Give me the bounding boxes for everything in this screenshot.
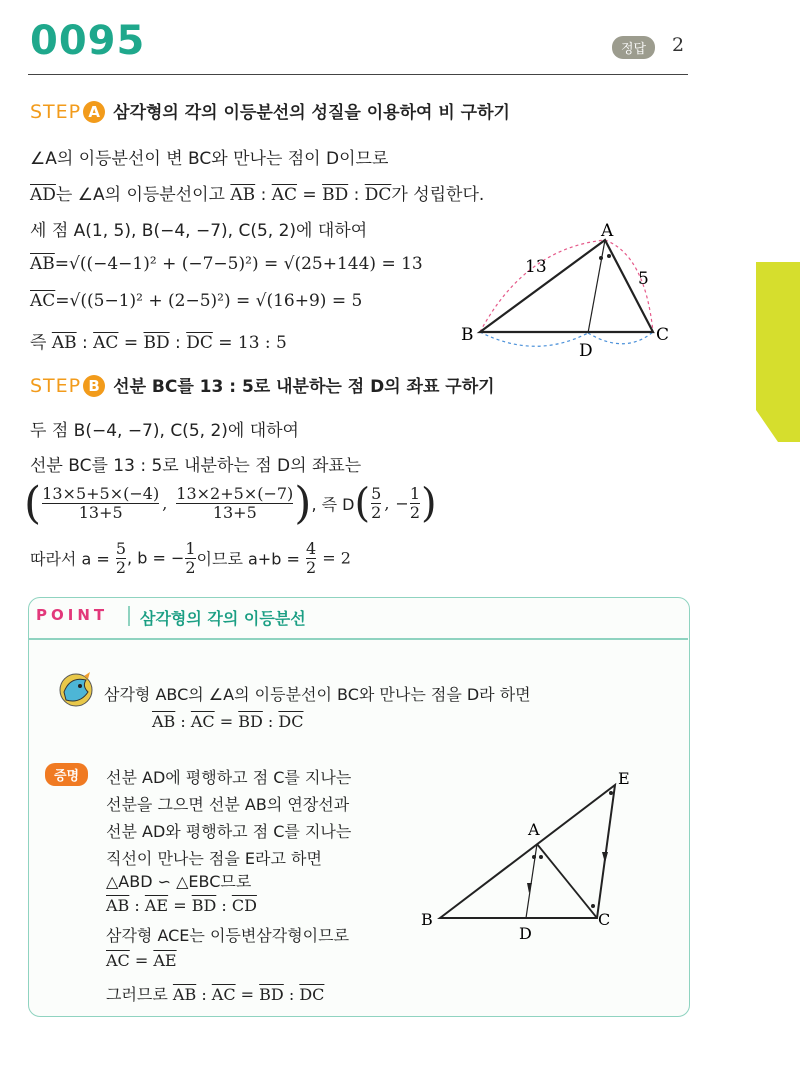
a-denominator: 2 — [115, 557, 127, 577]
parallel-arrow — [602, 852, 608, 863]
final-result: = 2 — [317, 548, 351, 568]
dy-denominator: 2 — [409, 503, 420, 522]
angle-mark — [607, 254, 611, 258]
answer-badge: 정답 — [612, 36, 655, 59]
proof-line-4: 직선이 만나는 점을 E라고 하면 — [106, 849, 322, 868]
b-fraction — [185, 540, 195, 576]
proof-line-6: 삼각형 ACE는 이등변삼각형이므로 — [106, 926, 350, 945]
b-denominator: 2 — [185, 557, 196, 577]
text: 그러므로 — [106, 985, 173, 1004]
angle-mark — [609, 791, 613, 795]
x-fraction — [42, 485, 159, 521]
answer-value: 2 — [672, 34, 685, 56]
step-a-line3: 세 점 A(1, 5), B(−4, −7), C(5, 2)에 대하여 — [30, 221, 368, 241]
title-divider — [28, 74, 688, 75]
step-b-label: STEP — [30, 375, 82, 397]
proof-line-2: 선분을 그으면 선분 AB의 연장선과 — [106, 795, 350, 814]
paren-left: ( — [354, 480, 371, 527]
ac-length-expression: =√((5−1)² + (2−5)²) = √(16+9) = 5 — [55, 291, 363, 311]
comma: , — [162, 494, 168, 513]
step-a-line4 — [30, 254, 423, 274]
segment-bd: $\overline{BD}$ — [322, 185, 349, 205]
comma: , — [384, 494, 390, 513]
paren-right: ) — [294, 478, 312, 529]
proof-badge: 증명 — [45, 763, 88, 786]
equals: = — [297, 185, 323, 205]
sum-fraction — [306, 540, 316, 576]
dx-fraction — [371, 485, 381, 521]
colon: : — [216, 896, 232, 915]
step-b-line2: 선분 BC를 13 : 5로 내분하는 점 D의 좌표는 — [30, 456, 362, 476]
point-label: POINT — [36, 606, 109, 624]
sum-numerator: 4 — [305, 539, 317, 558]
segment-bd: $\overline{BD}$ — [143, 333, 170, 353]
b-numerator: 1 — [185, 539, 196, 558]
label-e: E — [618, 769, 630, 788]
segment-ac: $\overline{AC}$ — [93, 333, 119, 353]
proof-line-5: △ABD ∽ △EBC므로 — [106, 872, 252, 891]
label-a: A — [601, 221, 614, 241]
segment-ac — [537, 844, 597, 918]
colon: : — [348, 185, 365, 205]
label-d: D — [579, 341, 593, 360]
angle-mark — [599, 256, 603, 260]
dx-denominator: 2 — [371, 503, 382, 522]
step-b-title: 선분 BC를 13 : 5로 내분하는 점 D의 좌표 구하기 — [113, 377, 495, 397]
colon: : — [175, 712, 191, 731]
colon: : — [76, 333, 94, 353]
angle-mark — [539, 855, 543, 859]
proof-line-3: 선분 AD와 평행하고 점 C를 지나는 — [106, 822, 352, 841]
segment-ad: $\overline{AD}$ — [30, 185, 56, 205]
arc-bd — [480, 332, 588, 346]
segment-dc: $\overline{DC}$ — [186, 333, 213, 353]
arc-dc — [588, 332, 653, 344]
label-c: C — [656, 325, 670, 345]
side-tab-notch — [756, 410, 778, 442]
segment-dc: $\overline{DC}$ — [364, 185, 392, 205]
segment-ab: $\overline{AB}$ — [172, 985, 197, 1004]
text: 는 ∠A의 이등분선이고 — [55, 185, 231, 205]
label-c: C — [598, 910, 611, 929]
a-numerator: 5 — [115, 539, 127, 558]
step-a-line2 — [30, 180, 484, 205]
equals: = — [129, 951, 154, 970]
segment-ac: $\overline{AC}$ — [271, 185, 298, 205]
equals: = — [235, 985, 260, 1004]
segment-bd: $\overline{BD}$ — [238, 712, 263, 731]
x-denominator: 13+5 — [42, 503, 159, 522]
segment-ac: $\overline{AC}$ — [190, 712, 215, 731]
x-numerator: 13×5+5×(−4) — [42, 484, 160, 504]
segment-ae: $\overline{AE}$ — [153, 951, 177, 970]
angle-mark — [532, 855, 536, 859]
point-statement-equation — [152, 712, 303, 731]
point-header-divider — [28, 638, 688, 640]
dy-numerator: 1 — [409, 484, 420, 504]
bisector-ad — [588, 240, 605, 333]
colon: : — [255, 185, 272, 205]
text: 따라서 a = — [30, 549, 115, 569]
segment-ab: $\overline{AB}$ — [51, 333, 77, 353]
step-a-label: STEP — [30, 101, 82, 123]
problem-number: 0095 — [30, 18, 146, 64]
step-b-line1: 두 점 B(−4, −7), C(5, 2)에 대하여 — [30, 421, 299, 441]
label-a: A — [528, 820, 540, 839]
dy-fraction — [410, 485, 420, 521]
point-statement: 삼각형 ABC의 ∠A의 이등분선이 BC와 만나는 점을 D라 하면 — [104, 685, 531, 704]
colon: : — [262, 712, 279, 731]
text: , b = − — [127, 548, 185, 568]
step-a-heading — [30, 98, 510, 123]
segment-dc: $\overline{DC}$ — [278, 712, 304, 731]
segment-ab: $\overline{AB}$ — [30, 254, 55, 274]
coordinate-formula — [24, 478, 437, 529]
proof-line-1: 선분 AD에 평행하고 점 C를 지나는 — [106, 768, 352, 787]
segment-ae: $\overline{AE}$ — [144, 896, 169, 915]
label-d: D — [519, 924, 532, 943]
label-side-ab: 13 — [525, 257, 547, 277]
equals: = — [168, 896, 192, 915]
step-b-letter: B — [83, 375, 105, 397]
segment-bd: $\overline{BD}$ — [259, 985, 284, 1004]
triangle-diagram-2 — [415, 765, 645, 945]
segment-ab: $\overline{AB}$ — [152, 712, 176, 731]
colon: : — [196, 985, 212, 1004]
proof-conclusion — [106, 982, 324, 1005]
sum-denominator: 2 — [305, 557, 317, 577]
y-numerator: 13×2+5×(−7) — [176, 484, 294, 504]
a-fraction — [116, 540, 126, 576]
text: 가 성립한다. — [391, 185, 485, 205]
step-a-line5 — [30, 291, 362, 311]
step-a-line6 — [30, 328, 287, 353]
equals: = — [118, 333, 144, 353]
step-a-letter: A — [83, 101, 105, 123]
segment-bd: $\overline{BD}$ — [191, 896, 217, 915]
step-a-title: 삼각형의 각의 이등분선의 성질을 이용하여 비 구하기 — [113, 103, 510, 123]
y-fraction — [176, 485, 293, 521]
bisector-ad — [526, 844, 537, 918]
step-b-heading — [30, 372, 495, 397]
segment-cd: $\overline{CD}$ — [231, 896, 257, 915]
text: , 즉 D — [311, 495, 355, 514]
text: 즉 — [30, 333, 52, 353]
point-separator — [128, 606, 130, 626]
segment-ac: $\overline{AC}$ — [211, 985, 236, 1004]
colon: : — [129, 896, 145, 915]
segment-ab: $\overline{AB}$ — [230, 185, 256, 205]
equals: = — [214, 712, 239, 731]
angle-mark — [591, 904, 595, 908]
paren-right: ) — [421, 480, 437, 527]
ratio-result: = 13 : 5 — [212, 333, 287, 353]
point-title: 삼각형의 각의 이등분선 — [140, 609, 306, 628]
segment-ac: $\overline{AC}$ — [30, 291, 56, 311]
segment-dc: $\overline{DC}$ — [299, 985, 325, 1004]
dx-numerator: 5 — [371, 484, 382, 504]
colon: : — [169, 333, 187, 353]
label-side-ac: 5 — [638, 269, 649, 289]
proof-equation-1 — [106, 896, 257, 915]
label-b: B — [421, 910, 433, 929]
final-answer-line — [30, 540, 351, 576]
segment-ac: $\overline{AC}$ — [106, 951, 130, 970]
segment-ab: $\overline{AB}$ — [106, 896, 130, 915]
mascot-icon — [56, 670, 96, 708]
minus-sign: − — [395, 494, 409, 513]
paren-left: ( — [24, 478, 42, 529]
proof-equation-2 — [106, 951, 177, 970]
triangle-abc — [480, 240, 653, 332]
ab-length-expression: =√((−4−1)² + (−7−5)²) = √(25+144) = 13 — [54, 254, 423, 274]
triangle-diagram-1 — [455, 220, 680, 360]
triangle-ebc — [440, 785, 615, 918]
text: 이므로 a+b = — [196, 549, 305, 569]
label-b: B — [461, 325, 474, 345]
step-a-line1: ∠A의 이등분선이 변 BC와 만나는 점이 D이므로 — [30, 149, 389, 169]
y-denominator: 13+5 — [176, 503, 293, 522]
colon: : — [283, 985, 300, 1004]
